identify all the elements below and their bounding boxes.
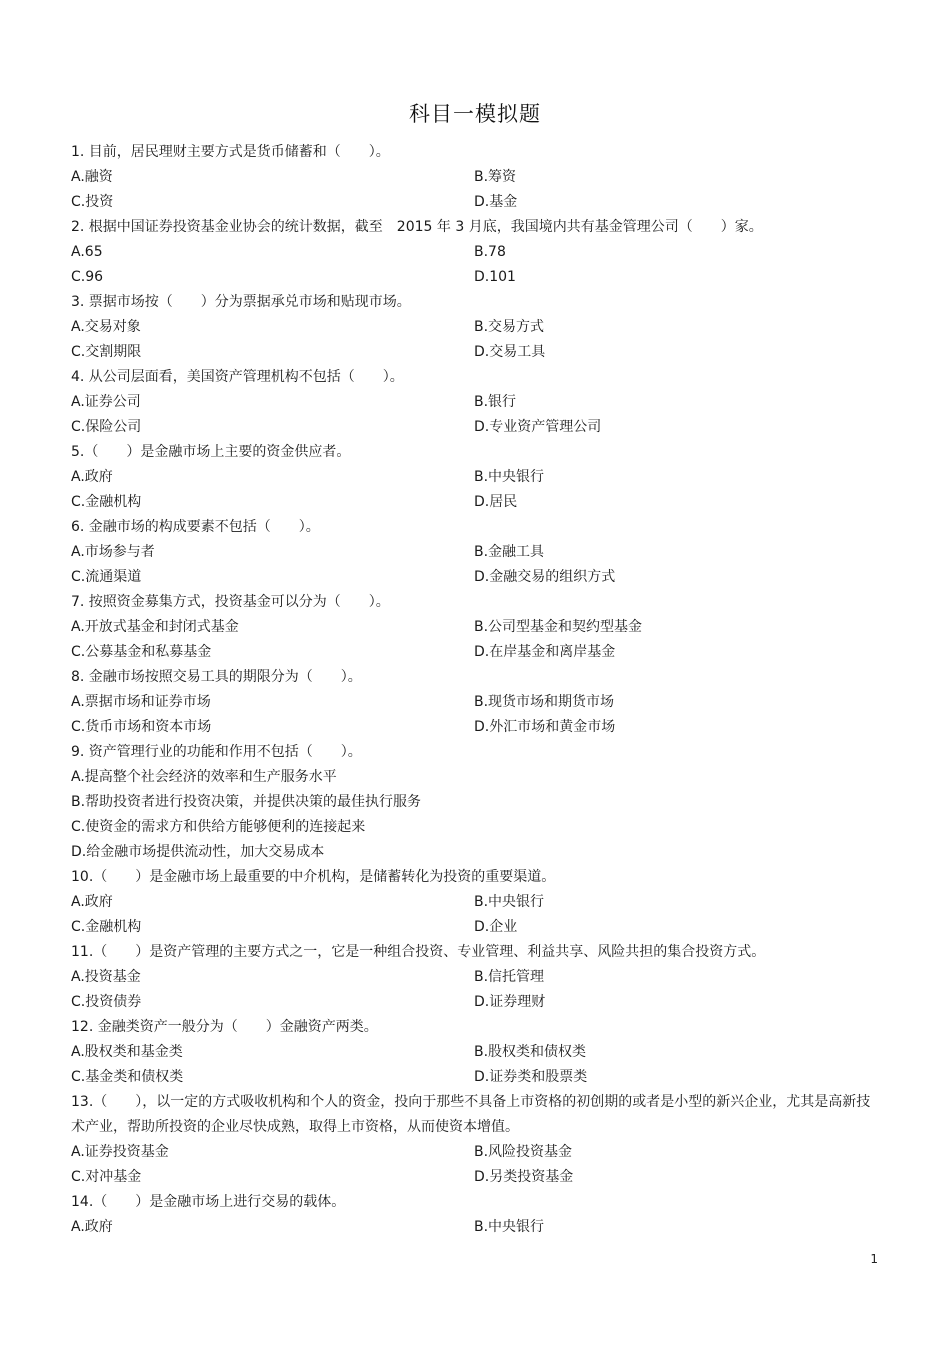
answer-option: B.78	[474, 244, 506, 260]
answer-option: B.金融工具	[474, 544, 545, 560]
option-row	[71, 990, 881, 1015]
answer-option: B.公司型基金和契约型基金	[474, 619, 643, 635]
question-list	[71, 140, 881, 1240]
answer-option: C.投资债券	[71, 994, 142, 1010]
answer-option: A.提高整个社会经济的效率和生产服务水平	[71, 769, 337, 785]
answer-option: D.证券类和股票类	[474, 1069, 588, 1085]
answer-option: C.使资金的需求方和供给方能够便利的连接起来	[71, 819, 366, 835]
answer-option: C.金融机构	[71, 919, 142, 935]
answer-option: D.居民	[474, 494, 518, 510]
answer-option: D.101	[474, 269, 516, 285]
question-stem: 9. 资产管理行业的功能和作用不包括（ ）。	[71, 744, 362, 760]
answer-option: D.另类投资基金	[474, 1169, 574, 1185]
answer-option: A.政府	[71, 469, 113, 485]
option-row	[71, 640, 881, 665]
option-row	[71, 965, 881, 990]
answer-option: B.中央银行	[474, 1219, 545, 1235]
option-row	[71, 715, 881, 740]
answer-option: B.风险投资基金	[474, 1144, 573, 1160]
option-row	[71, 890, 881, 915]
option-row	[71, 1165, 881, 1190]
question-stem: 1. 目前，居民理财主要方式是货币储蓄和（ ）。	[71, 144, 390, 160]
answer-option: A.证券投资基金	[71, 1144, 169, 1160]
option-row	[71, 815, 881, 840]
question-stem: 13.（ ），以一定的方式吸收机构和个人的资金，投向于那些不具备上市资格的初创期的或者是小型的新兴企业，尤其是高新技术产业，帮助所投资的企业尽快成熟，取得上市资格，从而使资本增值。	[71, 1094, 871, 1135]
answer-option: C.流通渠道	[71, 569, 142, 585]
option-row	[71, 315, 881, 340]
answer-option: B.信托管理	[474, 969, 545, 985]
option-row	[71, 915, 881, 940]
question-stem: 3. 票据市场按（ ）分为票据承兑市场和贴现市场。	[71, 294, 411, 310]
answer-option: B.中央银行	[474, 894, 545, 910]
answer-option: B.帮助投资者进行投资决策，并提供决策的最佳执行服务	[71, 794, 422, 810]
option-row	[71, 240, 881, 265]
answer-option: B.筹资	[474, 169, 517, 185]
answer-option: A.政府	[71, 894, 113, 910]
option-row	[71, 165, 881, 190]
answer-option: C.对冲基金	[71, 1169, 142, 1185]
option-row	[71, 265, 881, 290]
option-row	[71, 490, 881, 515]
answer-option: A.开放式基金和封闭式基金	[71, 619, 239, 635]
option-row	[71, 1040, 881, 1065]
answer-option: B.现货市场和期货市场	[474, 694, 615, 710]
option-row	[71, 465, 881, 490]
question-stem: 6. 金融市场的构成要素不包括（ ）。	[71, 519, 320, 535]
option-row	[71, 690, 881, 715]
question-stem: 5.（ ）是金融市场上主要的资金供应者。	[71, 444, 351, 460]
option-row	[71, 1140, 881, 1165]
answer-option: C.96	[71, 269, 104, 285]
answer-option: D.证券理财	[474, 994, 546, 1010]
option-row	[71, 615, 881, 640]
option-row	[71, 840, 881, 865]
answer-option: D.专业资产管理公司	[474, 419, 602, 435]
answer-option: A.融资	[71, 169, 113, 185]
answer-option: A.股权类和基金类	[71, 1044, 183, 1060]
question-stem: 11.（ ）是资产管理的主要方式之一，它是一种组合投资、专业管理、利益共享、风险共担的集合投资方式。	[71, 944, 766, 960]
answer-option: C.货币市场和资本市场	[71, 719, 212, 735]
answer-option: A.证券公司	[71, 394, 141, 410]
option-row	[71, 390, 881, 415]
page-title: 科目一模拟题	[409, 102, 541, 126]
answer-option: C.公募基金和私募基金	[71, 644, 212, 660]
answer-option: C.投资	[71, 194, 114, 210]
option-row	[71, 340, 881, 365]
option-row	[71, 190, 881, 215]
answer-option: C.保险公司	[71, 419, 142, 435]
answer-option: A.票据市场和证券市场	[71, 694, 211, 710]
answer-option: D.基金	[474, 194, 518, 210]
page-number: 1	[870, 1252, 878, 1266]
option-row	[71, 1065, 881, 1090]
answer-option: B.交易方式	[474, 319, 545, 335]
answer-option: C.交割期限	[71, 344, 142, 360]
option-row	[71, 540, 881, 565]
option-row	[71, 790, 881, 815]
question-stem: 7. 按照资金募集方式，投资基金可以分为（ ）。	[71, 594, 390, 610]
answer-option: D.交易工具	[474, 344, 546, 360]
answer-option: A.政府	[71, 1219, 113, 1235]
answer-option: C.基金类和债权类	[71, 1069, 184, 1085]
option-row	[71, 1215, 881, 1240]
answer-option: A.65	[71, 244, 103, 260]
option-row	[71, 565, 881, 590]
answer-option: A.投资基金	[71, 969, 141, 985]
question-stem: 4. 从公司层面看，美国资产管理机构不包括（ ）。	[71, 369, 404, 385]
question-stem: 12. 金融类资产一般分为（ ）金融资产两类。	[71, 1019, 378, 1035]
answer-option: D.企业	[474, 919, 518, 935]
option-row	[71, 765, 881, 790]
answer-option: D.给金融市场提供流动性，加大交易成本	[71, 844, 325, 860]
answer-option: D.在岸基金和离岸基金	[474, 644, 616, 660]
answer-option: A.市场参与者	[71, 544, 155, 560]
question-stem: 14.（ ）是金融市场上进行交易的载体。	[71, 1194, 346, 1210]
answer-option: C.金融机构	[71, 494, 142, 510]
option-row	[71, 415, 881, 440]
question-stem: 10.（ ）是金融市场上最重要的中介机构，是储蓄转化为投资的重要渠道。	[71, 869, 556, 885]
question-stem: 8. 金融市场按照交易工具的期限分为（ ）。	[71, 669, 362, 685]
question-stem: 2. 根据中国证券投资基金业协会的统计数据，截至 2015 年 3 月底，我国境内共有基金管理公司（ ）家。	[71, 219, 763, 235]
answer-option: B.银行	[474, 394, 517, 410]
answer-option: B.中央银行	[474, 469, 545, 485]
answer-option: D.金融交易的组织方式	[474, 569, 616, 585]
answer-option: B.股权类和债权类	[474, 1044, 587, 1060]
answer-option: D.外汇市场和黄金市场	[474, 719, 616, 735]
answer-option: A.交易对象	[71, 319, 141, 335]
